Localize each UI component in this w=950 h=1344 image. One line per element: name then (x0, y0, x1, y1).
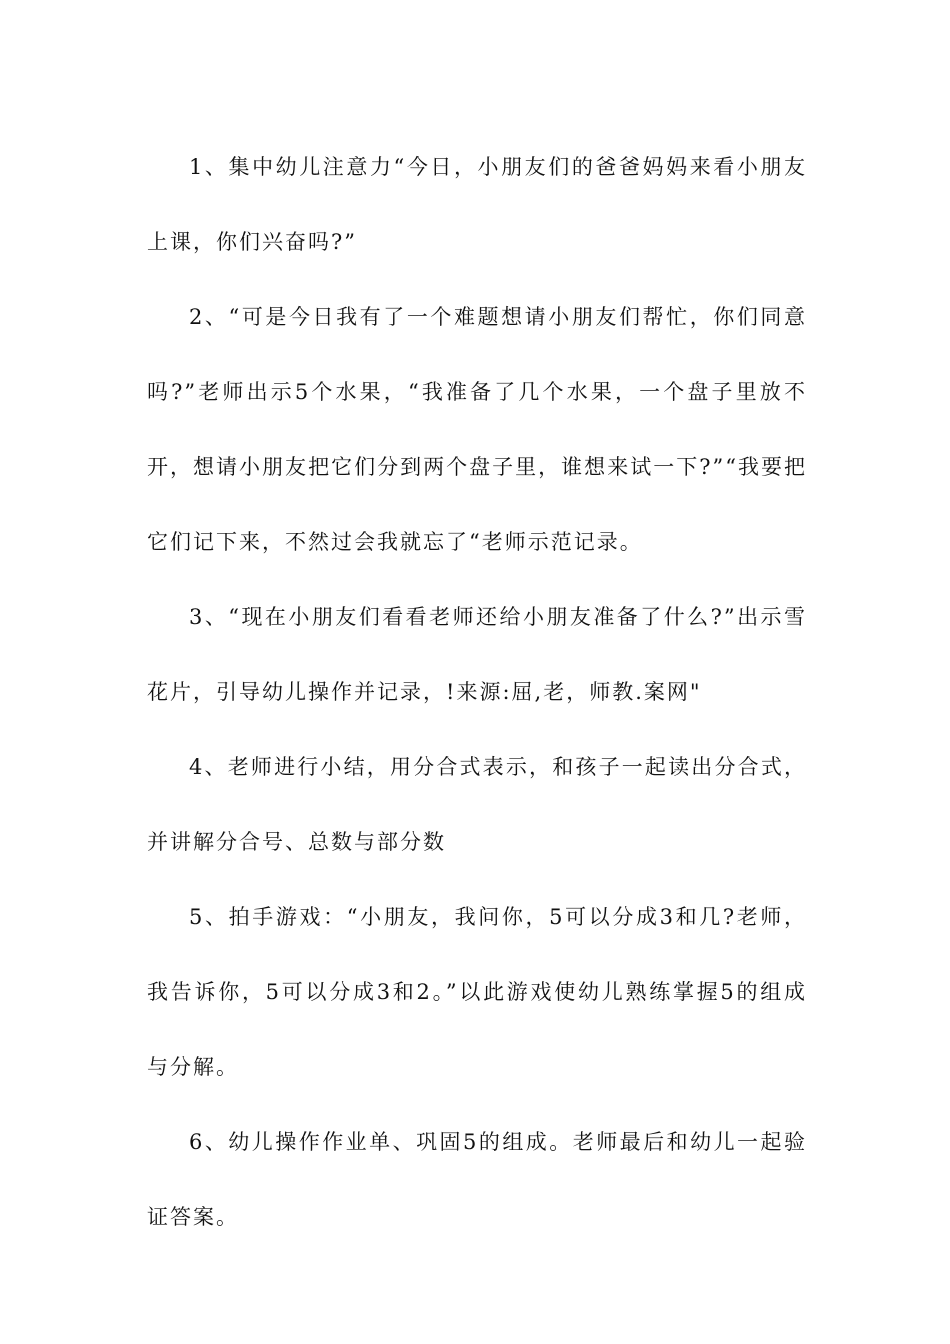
document-body (147, 130, 807, 1255)
paragraph-1: 1、集中幼儿注意力“今日，小朋友们的爸爸妈妈来看小朋友上课，你们兴奋吗?” (147, 155, 807, 254)
paragraph-2: 2、“可是今日我有了一个难题想请小朋友们帮忙，你们同意吗?”老师出示5个水果，“我准备了几个水果，一个盘子里放不开，想请小朋友把它们分到两个盘子里，谁想来试一下?”“我要把它们记下来，不然过会我就忘了“老师示范记录。 (147, 305, 807, 554)
paragraph-5: 5、拍手游戏：“小朋友，我问你，5可以分成3和几?老师，我告诉你，5可以分成3和2。”以此游戏使幼儿熟练掌握5的组成与分解。 (147, 905, 807, 1079)
paragraph-3: 3、“现在小朋友们看看老师还给小朋友准备了什么?”出示雪花片，引导幼儿操作并记录，!来源:屈,老，师教.案网" (147, 605, 807, 704)
paragraph-6: 6、幼儿操作作业单、巩固5的组成。老师最后和幼儿一起验证答案。 (147, 1130, 807, 1229)
paragraph-4: 4、老师进行小结，用分合式表示，和孩子一起读出分合式，并讲解分合号、总数与部分数 (147, 755, 807, 854)
